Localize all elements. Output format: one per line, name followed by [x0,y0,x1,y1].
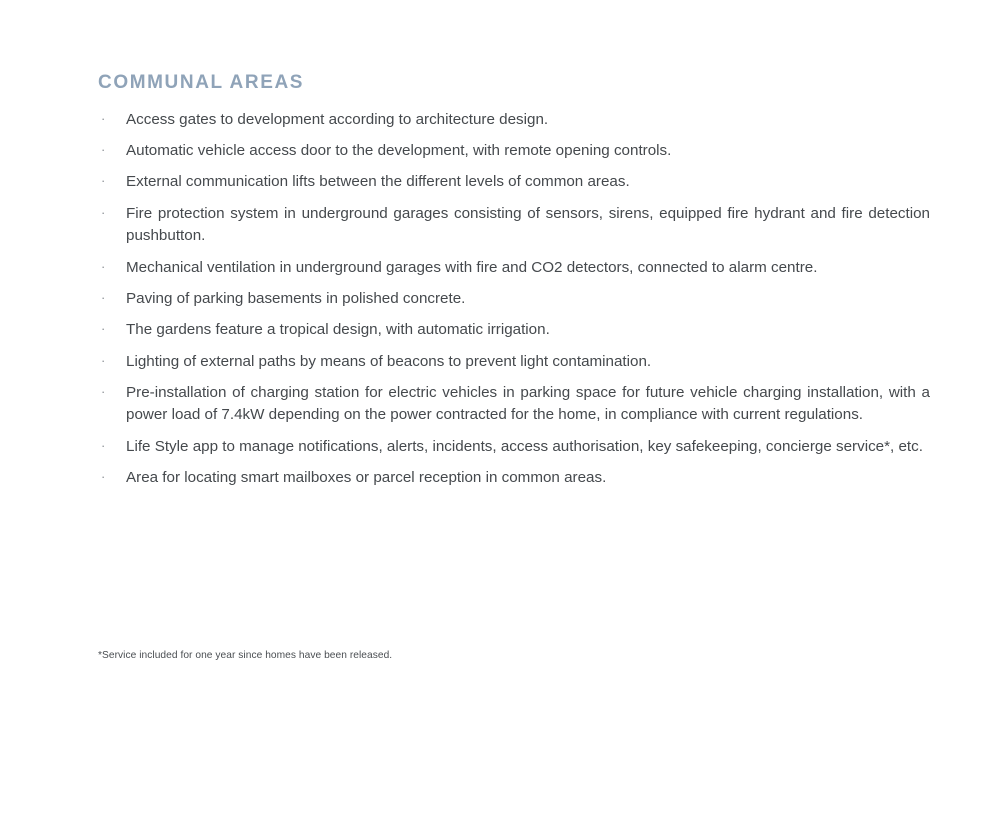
list-item-text: The gardens feature a tropical design, with automatic irrigation. [126,321,550,339]
list-item [98,171,930,193]
bullet-icon: · [101,437,106,453]
communal-areas-section [98,72,930,498]
list-item-text: Area for locating smart mailboxes or parcel reception in common areas. [126,468,607,486]
list-item [98,109,930,131]
list-item [98,382,930,427]
bullet-icon: · [101,321,106,337]
bullet-icon: · [101,204,106,220]
list-item-text: Lighting of external paths by means of beacons to prevent light contamination. [126,352,652,370]
list-item [98,203,930,248]
list-item-text: Fire protection system in underground garages consisting of sensors, sirens, equipped fire hydrant and fire detection pushbutton. [126,204,930,245]
footnote: *Service included for one year since homes have been released. [98,650,393,661]
list-item-text: Automatic vehicle access door to the development, with remote opening controls. [126,142,672,160]
bullet-icon: · [101,258,106,274]
list-item-text: Life Style app to manage notifications, alerts, incidents, access authorisation, key safekeeping, concierge service*, etc. [126,437,923,455]
list-item [98,467,930,489]
page-title: COMMUNAL AREAS [98,72,305,93]
list-item-text: Access gates to development according to architecture design. [126,110,549,128]
list-item [98,319,930,341]
list-item-text: Pre-installation of charging station for electric vehicles in parking space for future vehicle charging installation, with a power load of 7.4kW depending on the power contracted for the home, in compliance with current regulations. [126,383,930,424]
list-item [98,257,930,279]
list-item-text: Paving of parking basements in polished concrete. [126,289,466,307]
list-item [98,351,930,373]
bullet-icon: · [101,468,106,484]
list-item-text: External communication lifts between the different levels of common areas. [126,173,630,191]
bullet-icon: · [101,352,106,368]
list-item-text: Mechanical ventilation in underground garages with fire and CO2 detectors, connected to alarm centre. [126,258,818,276]
list-item [98,140,930,162]
bullet-icon: · [101,289,106,305]
bullet-icon: · [101,142,106,158]
feature-list [98,109,930,489]
bullet-icon: · [101,173,106,189]
bullet-icon: · [101,110,106,126]
list-item [98,288,930,310]
bullet-icon: · [101,383,106,399]
list-item [98,436,930,458]
